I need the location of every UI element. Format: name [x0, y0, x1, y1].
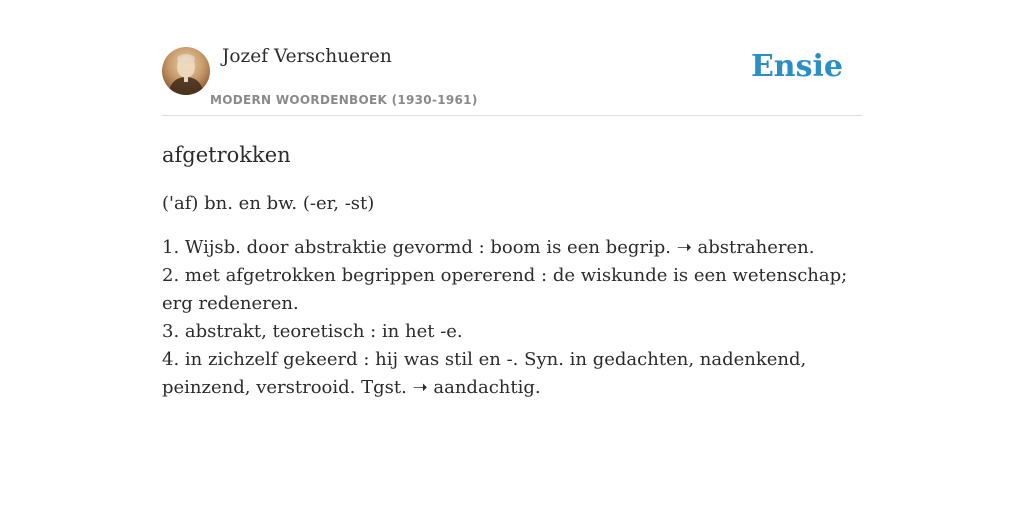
arrow-right-icon: ➝ [676, 237, 692, 258]
sense-text: 2. met afgetrokken begrippen opererend : de wiskunde is een wetenschap; erg redeneren. [162, 265, 848, 314]
sense-4 [162, 346, 862, 402]
header [162, 44, 862, 116]
sense-1 [162, 234, 862, 262]
brand-logo[interactable]: Ensie [750, 49, 843, 84]
sense-text: 3. abstrakt, teoretisch : in het -e. [162, 321, 463, 342]
entry [162, 140, 862, 402]
author-name[interactable]: Jozef Verschueren [222, 46, 392, 67]
sense-list [162, 234, 862, 402]
cross-reference-link[interactable]: aandachtig. [427, 377, 541, 398]
sense-text: 4. in zichzelf gekeerd : hij was stil en -. Syn. in gedachten, nadenkend, peinzend, verstrooid. Tgst. [162, 349, 807, 398]
sense-text: 1. Wijsb. door abstraktie gevormd : boom is een begrip. [162, 237, 677, 258]
sense-3 [162, 318, 862, 346]
grammar-info: ('af) bn. en bw. (-er, -st) [162, 193, 375, 214]
arrow-right-icon: ➝ [412, 377, 428, 398]
headword: afgetrokken [162, 143, 291, 167]
avatar[interactable] [162, 47, 210, 95]
author-portrait-icon [162, 47, 210, 95]
source-dictionary: MODERN WOORDENBOEK (1930-1961) [210, 93, 478, 107]
cross-reference-link[interactable]: abstraheren. [691, 237, 815, 258]
sense-2 [162, 262, 862, 318]
